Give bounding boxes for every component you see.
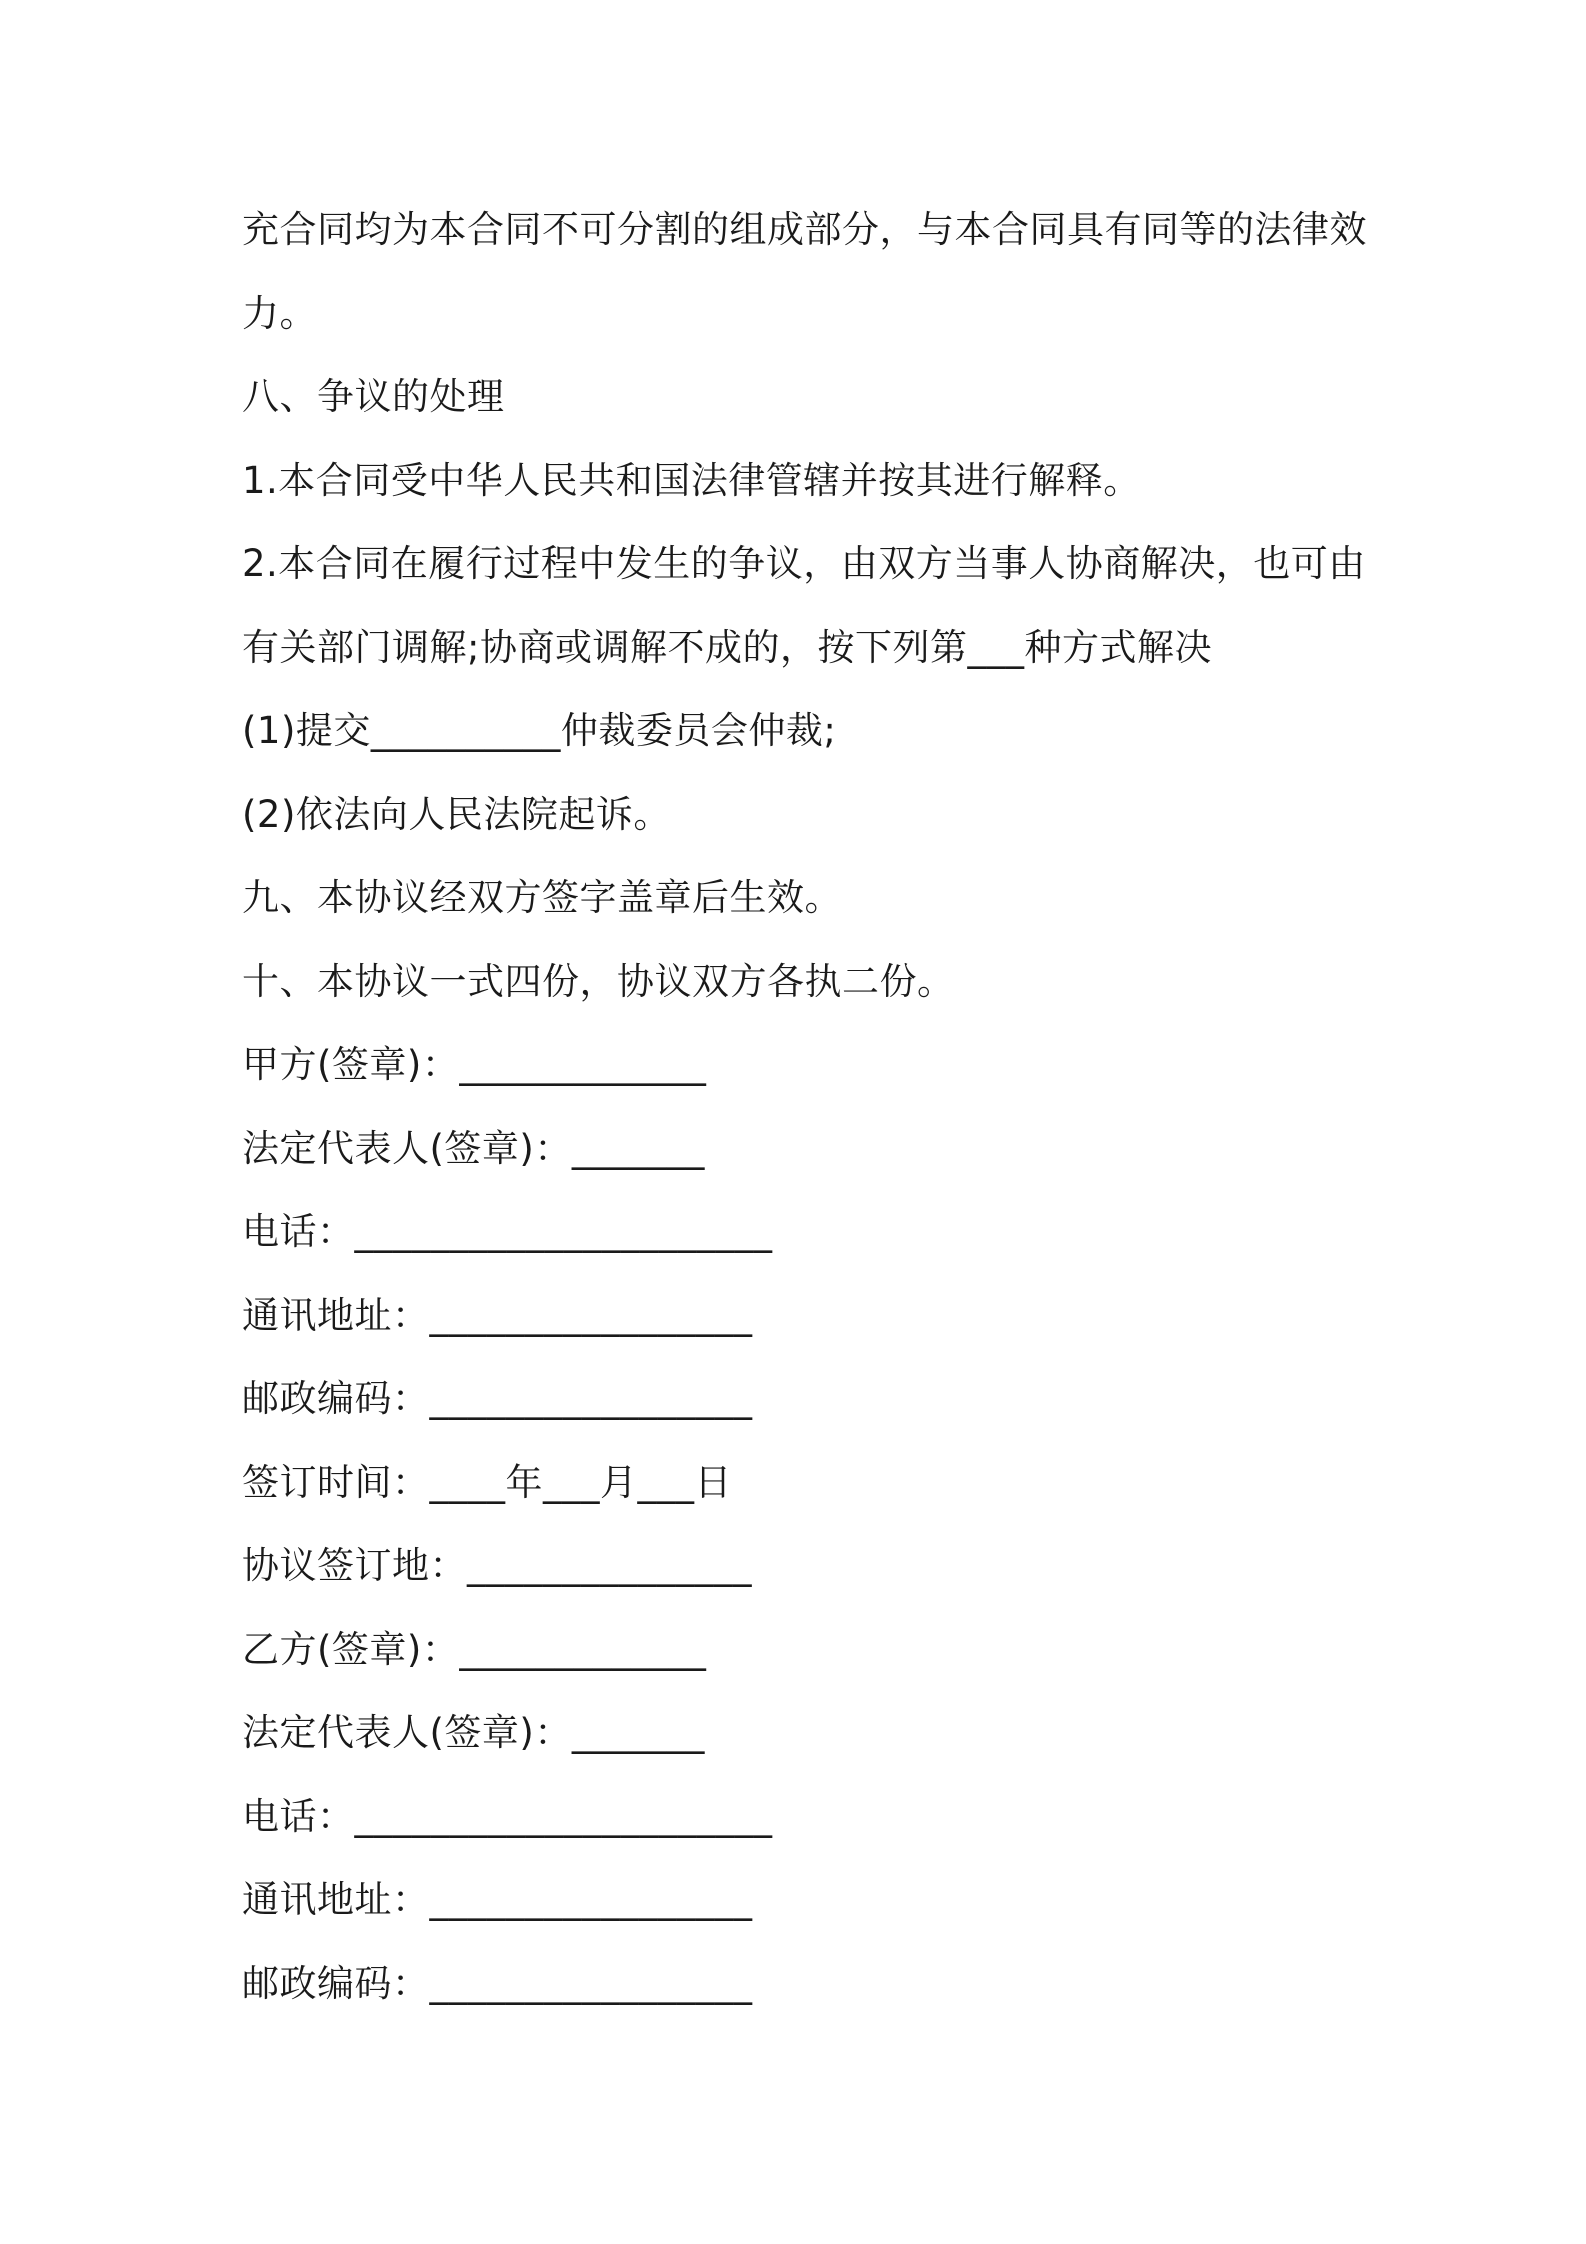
section-heading: 九、本协议经双方签字盖章后生效。 — [242, 876, 842, 919]
phone-field-b: 电话：______________________ — [242, 1794, 773, 1838]
clause-line: 有关部门调解;协商或调解不成的，按下列第___种方式解决 — [242, 625, 1212, 669]
clause-line: 2.本合同在履行过程中发生的争议，由双方当事人协商解决，也可由 — [242, 542, 1366, 585]
address-field-a: 通讯地址：_________________ — [242, 1293, 753, 1337]
signature-field-party-b: 乙方(签章)：_____________ — [242, 1627, 707, 1671]
section-heading: 八、争议的处理 — [242, 375, 505, 418]
signing-date-field: 签订时间：____年___月___日 — [242, 1460, 732, 1504]
clause-option: (2)依法向人民法院起诉。 — [242, 792, 671, 836]
postcode-field-a: 邮政编码：_________________ — [242, 1377, 753, 1420]
contract-text — [242, 198, 1367, 2035]
section-heading: 十、本协议一式四份，协议双方各执二份。 — [242, 959, 955, 1003]
clause-line: 1.本合同受中华人民共和国法律管辖并按其进行解释。 — [242, 458, 1141, 502]
paragraph-line: 力。 — [242, 291, 317, 335]
signature-field-party-a: 甲方(签章)：_____________ — [242, 1043, 707, 1086]
signature-field-legal-rep-b: 法定代表人(签章)：_______ — [242, 1711, 705, 1754]
phone-field-a: 电话：______________________ — [242, 1210, 773, 1253]
address-field-b: 通讯地址：_________________ — [242, 1878, 753, 1921]
clause-option: (1)提交__________仲裁委员会仲裁; — [242, 709, 837, 752]
postcode-field-b: 邮政编码：_________________ — [242, 1961, 753, 2005]
signature-field-legal-rep-a: 法定代表人(签章)：_______ — [242, 1126, 705, 1170]
signing-place-field: 协议签订地：_______________ — [242, 1544, 752, 1587]
paragraph-line: 充合同均为本合同不可分割的组成部分，与本合同具有同等的法律效 — [242, 208, 1367, 251]
